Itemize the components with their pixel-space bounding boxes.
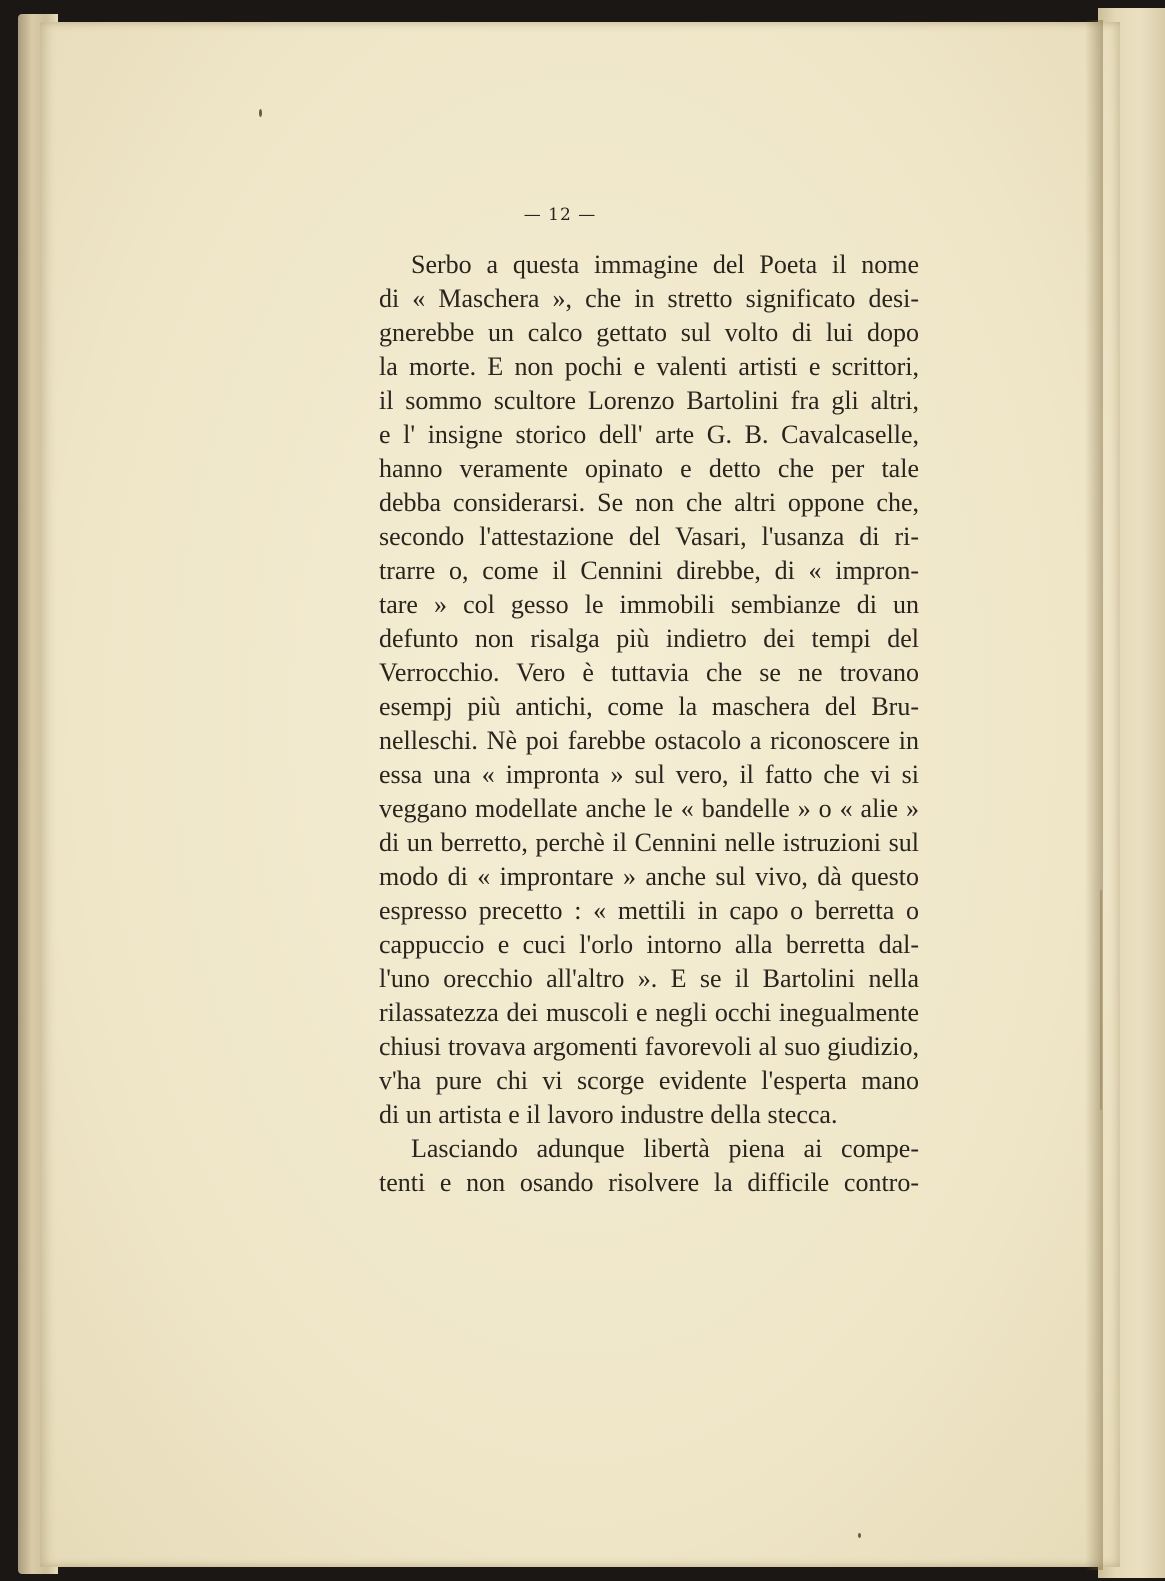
paragraph	[379, 1132, 919, 1200]
text-line: Verrocchio. Vero è tuttavia che se ne trovano	[379, 658, 919, 687]
text-line: veggano modellate anche le « bandelle » o « alie »	[379, 794, 919, 823]
text-line: esempj più antichi, come la maschera del Bru-	[379, 692, 919, 721]
text-line: Serbo a questa immagine del Poeta il nome	[411, 250, 919, 279]
text-line: il sommo scultore Lorenzo Bartolini fra gli altri,	[379, 386, 919, 415]
text-line: essa una « impronta » sul vero, il fatto che vi si	[379, 760, 919, 789]
text-line: modo di « improntare » anche sul vivo, dà questo	[379, 862, 919, 891]
text-line: secondo l'attestazione del Vasari, l'usanza di ri-	[379, 522, 919, 551]
ink-speck	[1100, 890, 1102, 1110]
text-line: rilassatezza dei muscoli e negli occhi inegualmente	[379, 998, 919, 1027]
ink-speck	[858, 1533, 861, 1538]
text-line: cappuccio e cuci l'orlo intorno alla berretta dal-	[379, 930, 919, 959]
text-line: debba considerarsi. Se non che altri oppone che,	[379, 488, 919, 517]
ink-speck	[259, 109, 262, 117]
text-line: v'ha pure chi vi scorge evidente l'esperta mano	[379, 1066, 919, 1095]
text-line: hanno veramente opinato e detto che per tale	[379, 454, 919, 483]
text-line: gnerebbe un calco gettato sul volto di lui dopo	[379, 318, 919, 347]
text-line: l'uno orecchio all'altro ». E se il Bartolini nella	[379, 964, 919, 993]
text-line: nelleschi. Nè poi farebbe ostacolo a riconoscere in	[379, 726, 919, 755]
text-line: tare » col gesso le immobili sembianze di un	[379, 590, 919, 619]
text-line: trarre o, come il Cennini direbbe, di « impron-	[379, 556, 919, 585]
text-line: tenti e non osando risolvere la difficile contro-	[379, 1168, 919, 1197]
page-number: — 12 —	[523, 205, 597, 225]
text-line: la morte. E non pochi e valenti artisti e scrittori,	[379, 352, 919, 381]
text-line: Lasciando adunque libertà piena ai compe-	[411, 1134, 919, 1163]
text-line: di un artista e il lavoro industre della stecca.	[379, 1100, 838, 1129]
text-line: espresso precetto : « mettili in capo o berretta o	[379, 896, 919, 925]
text-line: di « Maschera », che in stretto significato desi-	[379, 284, 919, 313]
text-line: chiusi trovava argomenti favorevoli al suo giudizio,	[379, 1032, 919, 1061]
paragraph	[379, 248, 919, 1132]
text-line: defunto non risalga più indietro dei tempi del	[379, 624, 919, 653]
gutter-shadow	[1085, 20, 1103, 1570]
text-line: e l' insigne storico dell' arte G. B. Cavalcaselle,	[379, 420, 919, 449]
text-line: di un berretto, perchè il Cennini nelle istruzioni sul	[379, 828, 919, 857]
body-text	[379, 248, 919, 1200]
